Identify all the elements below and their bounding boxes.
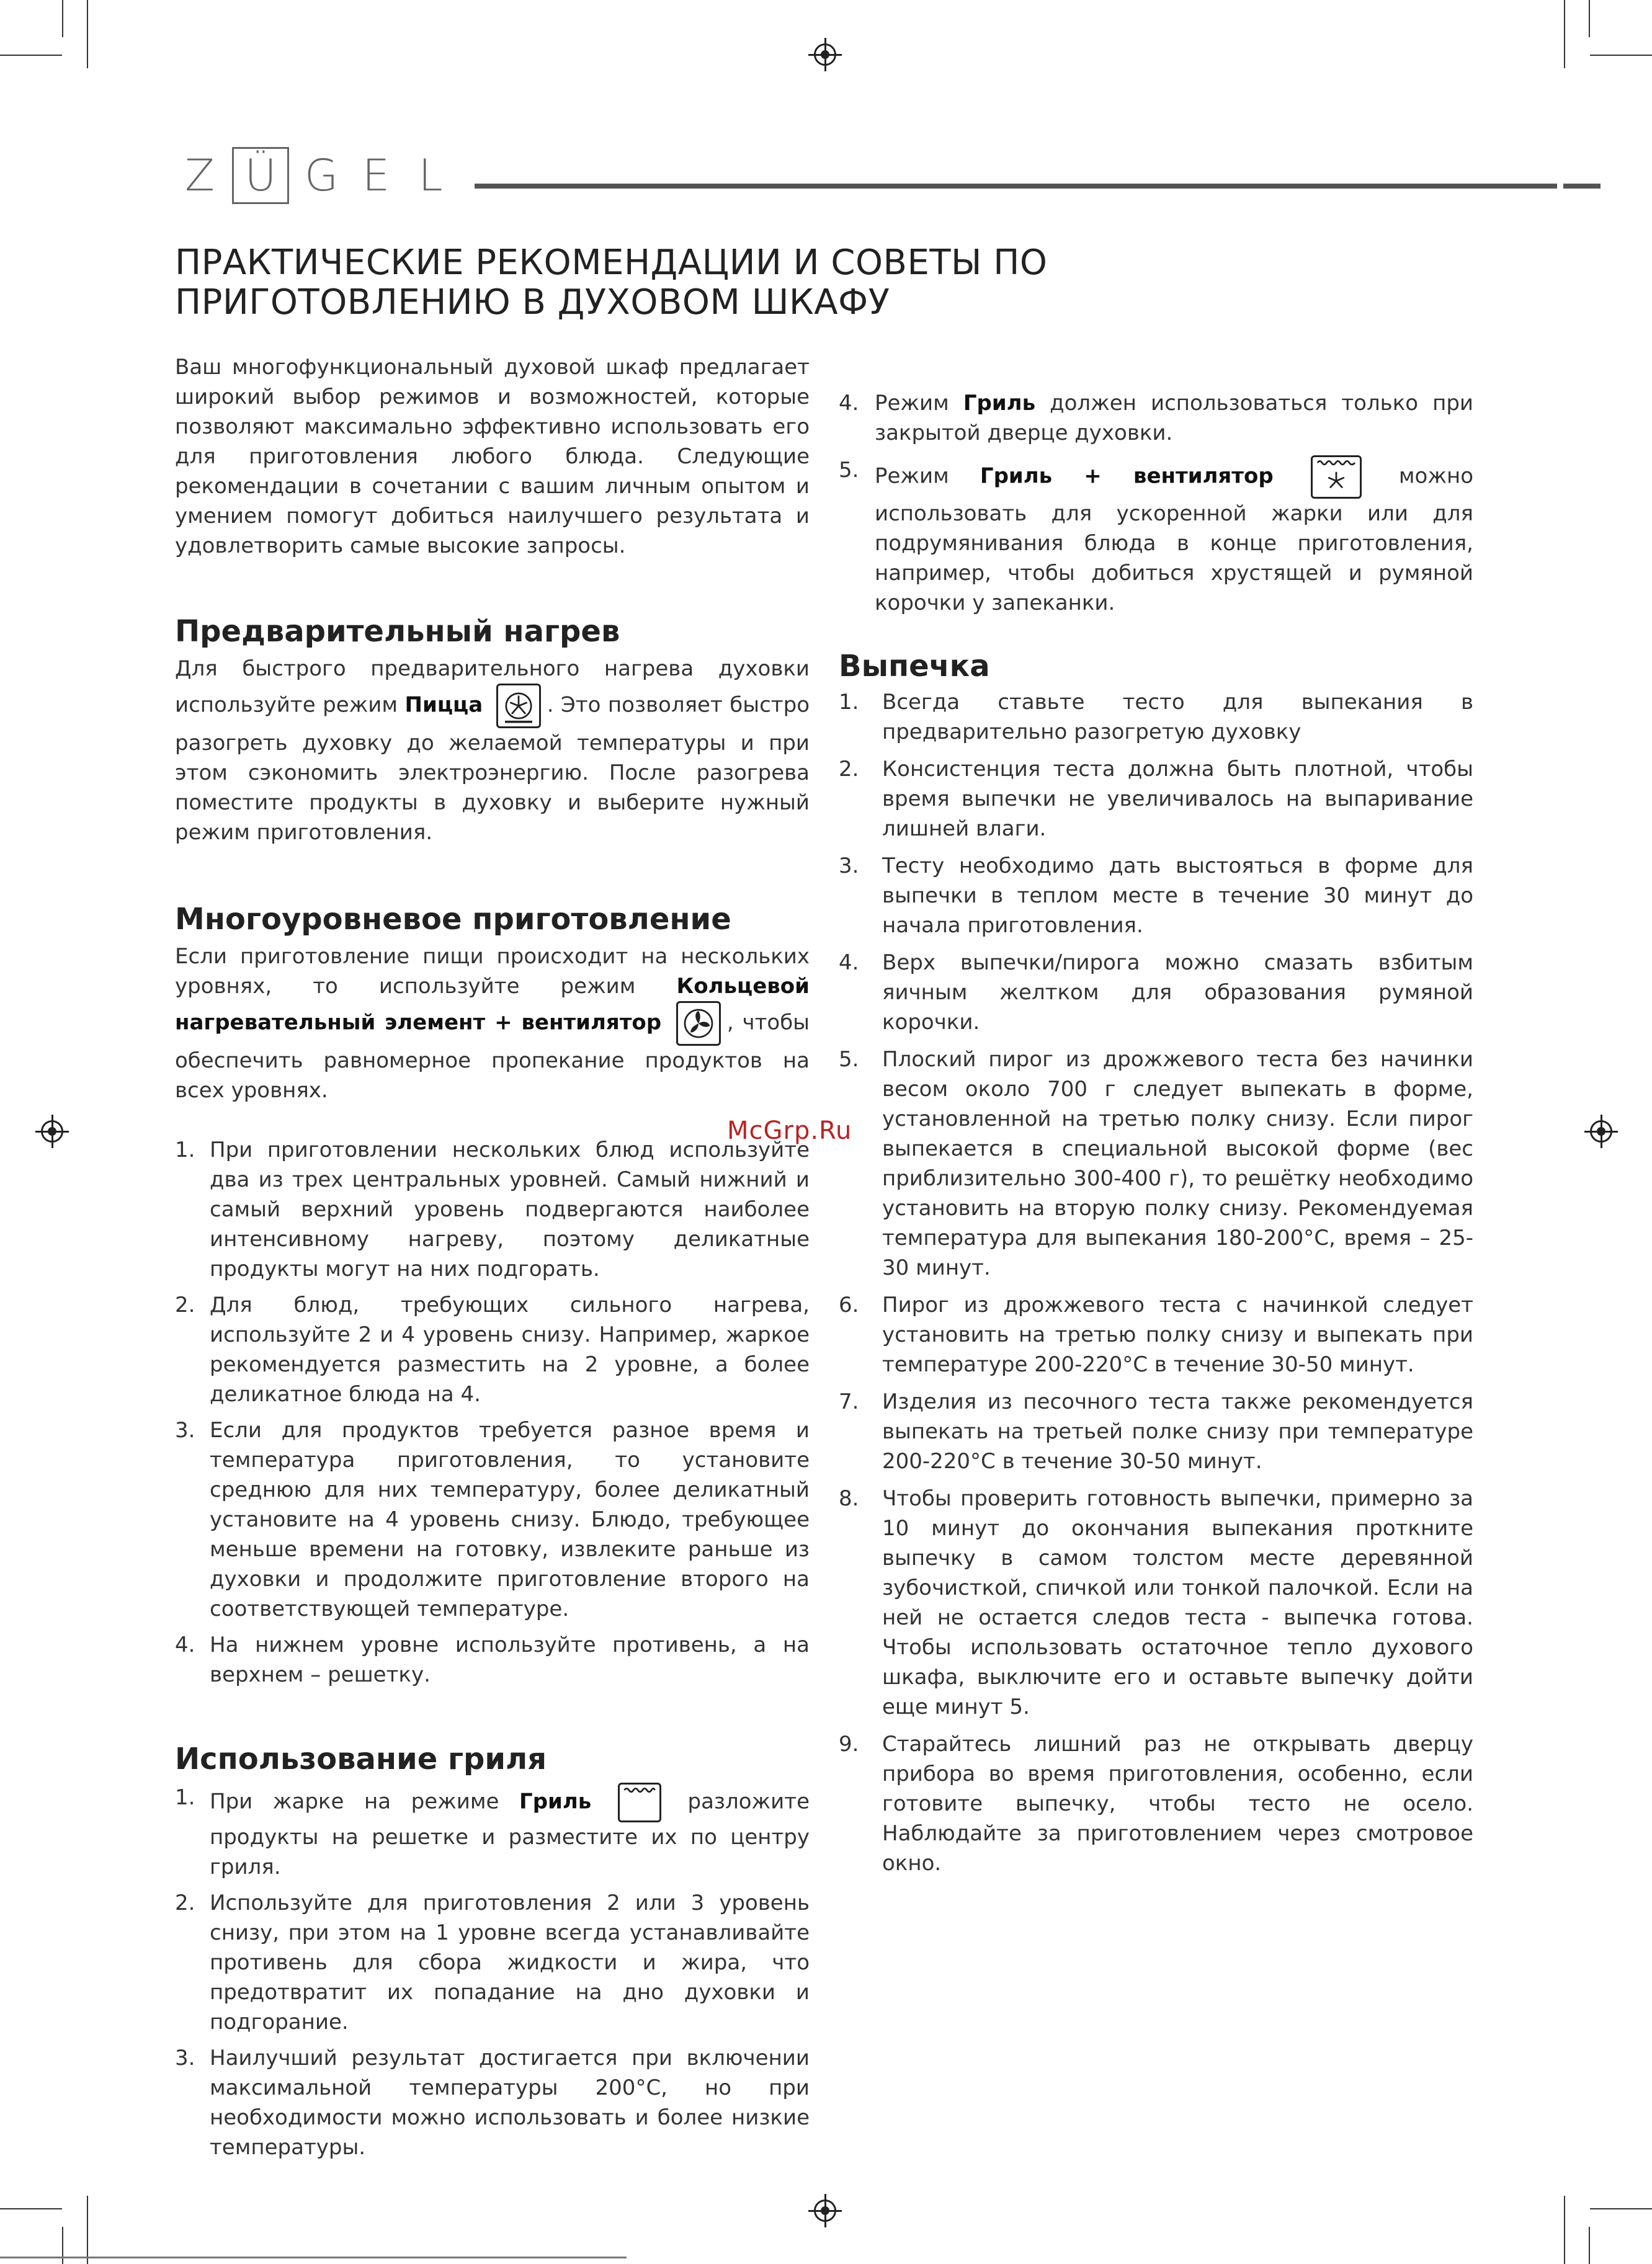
preheat-paragraph (175, 654, 810, 847)
list-item: 8. Чтобы проверить готовность выпечки, примерно за 10 минут до окончания выпекания проткните выпечку в самом толстом месте деревянной зубочисткой, спичкой или тонкой палочкой. Если на ней не остается следов теста - выпечка готова. Чтобы использовать остаточное тепло духового шкафа, выключите его и оставьте выпечку дойти еще минут 5. (839, 1486, 1473, 1719)
crop-mark (62, 0, 63, 37)
grill-fan-mode-icon (1311, 455, 1362, 499)
list-item: 9. Старайтесь лишний раз не открывать дверцу прибора во время приготовления, особенно, если готовите выпечку, чтобы тесто не осело. Наблюдайте за приготовлением через смотровое окно. (839, 1732, 1473, 1876)
list-item: 6. Пирог из дрожжевого теста с начинкой следует установить на третью полку снизу и выпекать при температуре 200-220°С в течение 30-50 минут. (839, 1293, 1473, 1377)
crop-mark (1589, 2227, 1590, 2264)
list-item: 4. Режим Гриль должен использоваться только при закрытой дверце духовки. (839, 391, 1473, 445)
pizza-mode-icon (496, 684, 541, 728)
grill-mode-icon (618, 1783, 661, 1822)
brand-letter: L (418, 150, 443, 201)
header-rule-end (1563, 184, 1601, 189)
pizza-mode-label: Пицца (404, 692, 483, 718)
crop-mark (62, 2227, 63, 2264)
brand-letter-boxed: Ü (232, 147, 289, 204)
list-item: 3. Если для продуктов требуется разное время и температура приготовления, то установите среднюю для них температуру, более деликатный установите на 4 уровень снизу. Блюдо, требующее меньше времени на готовку, извлеките раньше из духовки и продолжите приготовление второго на соответствующей температуре. (175, 1418, 810, 1621)
registration-mark (814, 43, 836, 66)
brand-logo (172, 148, 458, 203)
watermark: McGrp.Ru (727, 1116, 852, 1145)
title-line: ПРИГОТОВЛЕНИЮ В ДУХОВОМ ШКАФУ (175, 282, 890, 323)
brand-letter: G (304, 150, 339, 201)
baking-list (839, 687, 1473, 1878)
registration-mark (814, 2199, 836, 2222)
list-item: 1. При приготовлении нескольких блюд используйте два из трех центральных уровней. Самый нижний и самый верхний уровень подвергаются наиболее интенсивному нагреву, поэтому деликатные продукты могут на них подгорать. (175, 1138, 810, 1281)
grill-mode-label: Гриль (963, 391, 1036, 416)
list-item: 2. Используйте для приготовления 2 или 3 уровень снизу, при этом на 1 уровне всегда устанавливайте противень для сбора жидкости и жира, что предотвратит их попадание на дно духовки и подгорание. (175, 1891, 810, 2034)
crop-mark (0, 2208, 62, 2209)
ring-fan-mode-icon (676, 1001, 721, 1046)
intro-paragraph: Ваш многофункциональный духовой шкаф предлагает широкий выбор режимов и возможностей, которые позволяют максимально эффективно использовать его для приготовления любого блюда. Следующие рекомендации в сочетании с вашим личным опытом и умением помогут добиться наилучшего результата и удовлетворить самые высокие запросы. (175, 355, 810, 558)
list-item: 2. Для блюд, требующих сильного нагрева, используйте 2 и 4 уровень снизу. Например, жаркое рекомендуется разместить на 2 уровне, а более деликатное блюда на 4. (175, 1293, 810, 1407)
preheat-heading: Предварительный нагрев (175, 614, 620, 649)
ring-fan-mode-label: Кольцевой нагревательный элемент + вентилятор (175, 974, 810, 1035)
crop-mark (1590, 2208, 1652, 2209)
bottom-strip (0, 2257, 627, 2258)
registration-mark (41, 1120, 63, 1143)
grill-mode-label: Гриль (519, 1789, 592, 1814)
crop-mark (1589, 0, 1590, 37)
multilevel-list (175, 1135, 810, 1690)
title-line: ПРАКТИЧЕСКИЕ РЕКОМЕНДАЦИИ И СОВЕТЫ ПО (175, 243, 1048, 283)
registration-mark (1590, 1120, 1612, 1143)
baking-heading: Выпечка (839, 649, 990, 684)
page-title (175, 243, 1168, 323)
grill-heading: Использование гриля (175, 1742, 547, 1776)
left-column (175, 352, 810, 2162)
preheat-text-end: . Это позволяет быстро разогреть духовку до желаемой температуры и при этом сэкономить электроэнергию. После разогрева поместите продукты в духовку и выберите нужный режим приготовления. (175, 692, 810, 845)
preheat-text: Для быстрого предварительного нагрева духовки используйте режим (175, 656, 810, 718)
multilevel-heading: Многоуровневое приготовление (175, 902, 731, 937)
list-item: 1. При жарке на режиме Гриль разложите продукты на решетке и разместите их по центру гриля. (175, 1783, 810, 1882)
list-item: 1. Всегда ставьте тесто для выпекания в предварительно разогретую духовку (839, 690, 1473, 744)
list-item: 4. Верх выпечки/пирога можно смазать взбитым яичным желтком для образования румяной корочки. (839, 950, 1473, 1035)
brand-letter: Z (185, 150, 215, 201)
crop-mark (0, 55, 62, 56)
list-item: 5. Режим Гриль + вентилятор можно использовать для ускоренной жарки или для подрумянивания блюда в конце приготовления, например, чтобы добиться хрустящей и румяной корочки у запеканки. (839, 455, 1473, 618)
grill-fan-mode-label: Гриль + вентилятор (980, 463, 1274, 489)
list-item: 2. Консистенция теста должна быть плотной, чтобы время выпечки не увеличивалось на выпаривание лишней влаги. (839, 757, 1473, 841)
brand-letter: E (362, 150, 390, 201)
crop-mark (87, 0, 88, 68)
multilevel-text: Если приготовление пищи происходит на нескольких уровнях, то используйте режим (175, 944, 810, 999)
grill-list (175, 1783, 810, 2162)
list-item (839, 351, 1473, 381)
crop-mark (1564, 0, 1565, 68)
list-item: 3. Тесту необходимо дать выстояться в форме для выпечки в теплом месте в течение 30 минут до начала приготовления. (839, 853, 1473, 938)
list-item: 4. На нижнем уровне используйте противень, а на верхнем – решетку. (175, 1633, 810, 1687)
crop-mark (1564, 2196, 1565, 2264)
list-item: 7. Изделия из песочного теста также рекомендуется выпекать на третьей полке снизу при температуре 200-220°С в течение 30-50 минут. (839, 1389, 1473, 1474)
header-rule (475, 184, 1557, 189)
grill-list-continued (839, 351, 1473, 618)
multilevel-paragraph (175, 942, 810, 1105)
list-item: 3. Наилучший результат достигается при включении максимальной температуры 200°С, но при необходимости можно использовать и более низкие температуры. (175, 2046, 810, 2160)
multilevel-text-end: , чтобы обеспечить равномерное пропекание продуктов на всех уровнях. (175, 1010, 810, 1103)
crop-mark (1590, 55, 1652, 56)
right-column (839, 351, 1473, 1878)
list-item: 5. Плоский пирог из дрожжевого теста без начинки весом около 700 г следует выпекать в форме, установленной на третью полку снизу. Если пирог выпекается в специальной высокой форме (вес приблизительно 300-400 г), то решётку необходимо установить на вторую полку снизу. Рекомендуемая температура для выпекания 180-200°С, время – 25-30 минут. (839, 1047, 1473, 1280)
crop-mark (87, 2196, 88, 2264)
